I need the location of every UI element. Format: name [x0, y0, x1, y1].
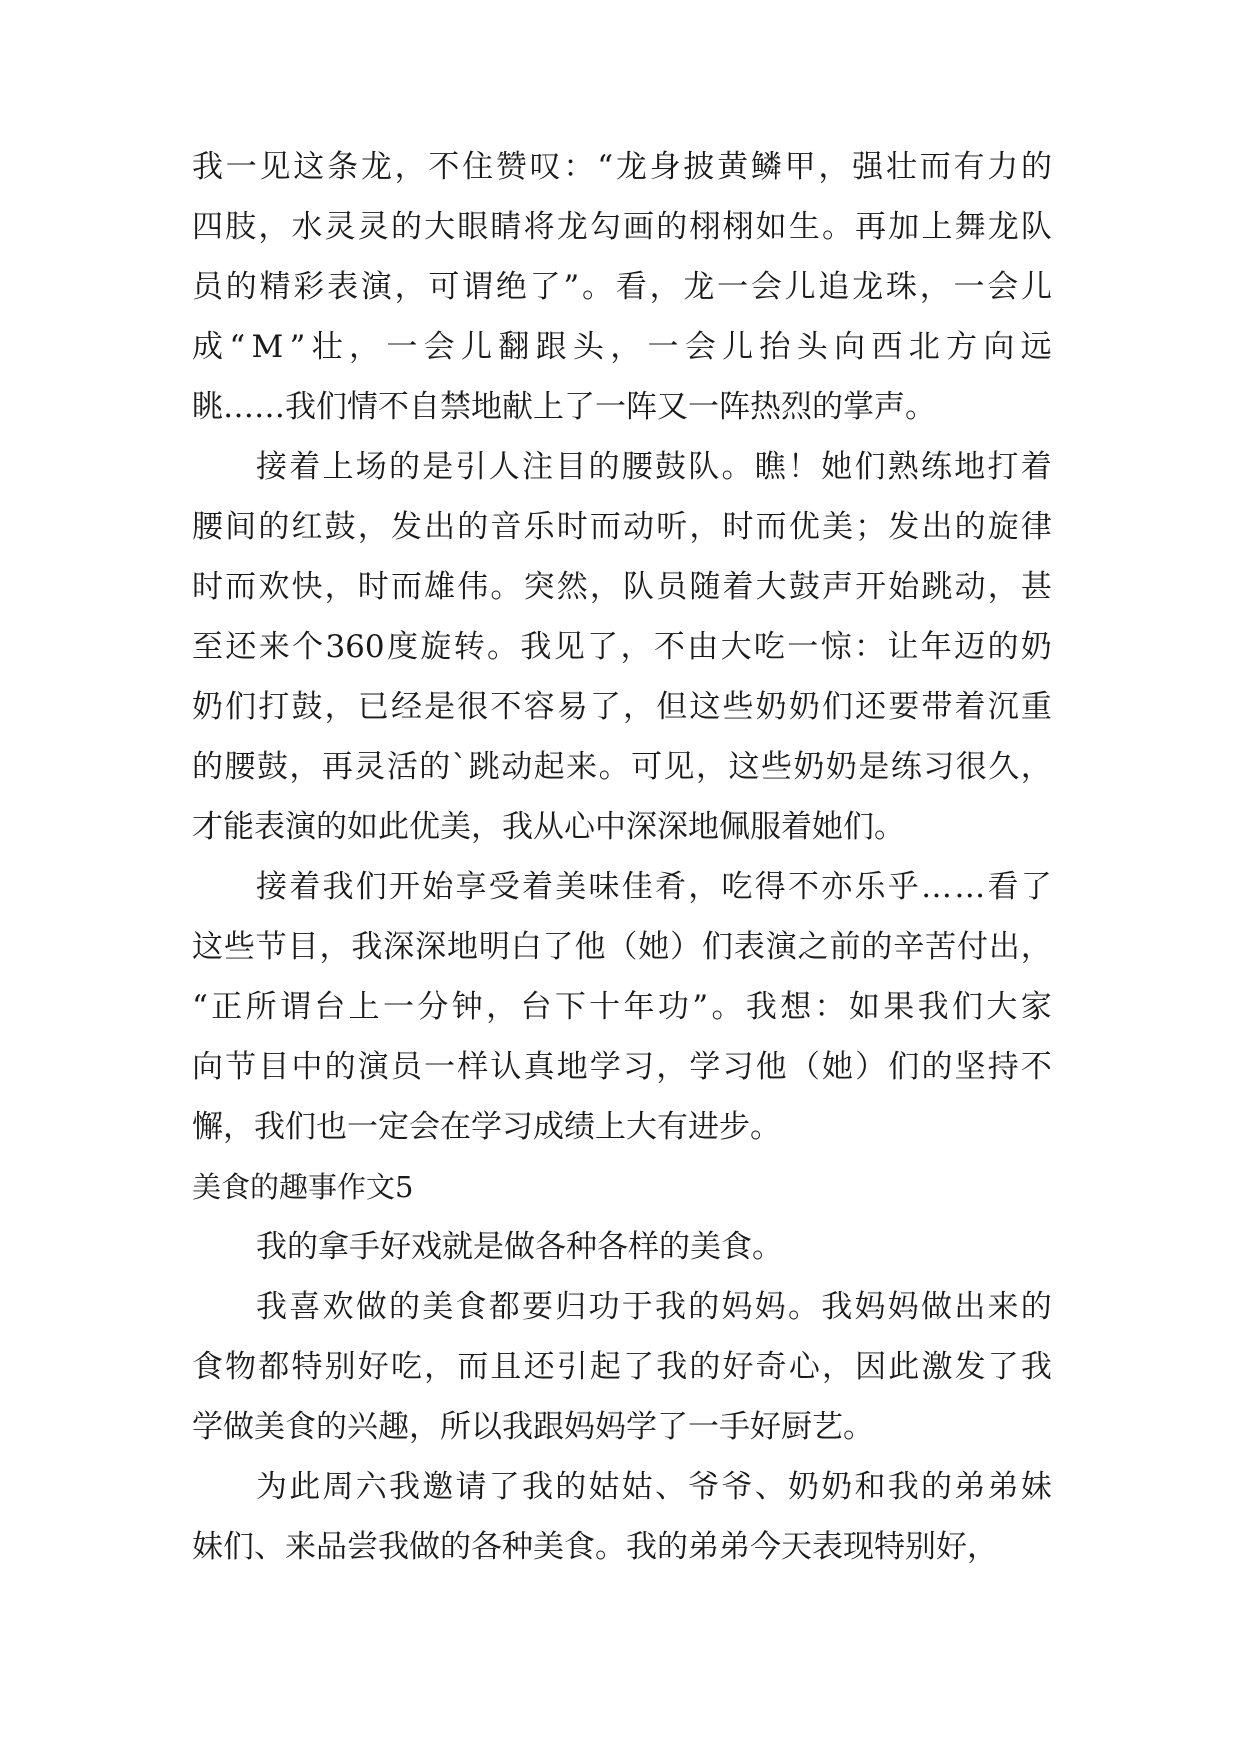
text-line: 学做美食的兴趣，所以我跟妈妈学了一手好厨艺。	[192, 1409, 874, 1445]
text-line: 接 着 上 场 的 是 引 人 注 目 的 腰 鼓 队 。 瞧 ！ 她 们 熟 练 地 打 着	[256, 449, 1052, 485]
text-line: 为 此 周 六 我 邀 请 了 我 的 姑 姑 、 爷 爷 、 奶 奶 和 我 的 弟 弟 妹	[256, 1469, 1052, 1505]
text-line: 食 物 都 特 别 好 吃 ， 而 且 还 引 起 了 我 的 好 奇 心 ， 因 此 激 发 了 我	[192, 1349, 1052, 1385]
text-line: 的 腰 鼓 ， 再 灵 活 的 ` 跳 动 起 来 。 可 见 ， 这 些 奶 奶 是 练 习 很 久 ，	[192, 749, 1052, 785]
text-line: 懈，我们也一定会在学习成绩上大有进步。	[192, 1109, 781, 1145]
paragraph	[192, 437, 1052, 857]
text-line: 四 肢 ， 水 灵 灵 的 大 眼 睛 将 龙 勾 画 的 栩 栩 如 生 。 再 加 上 舞 龙 队	[192, 209, 1052, 245]
paragraph	[192, 1457, 1052, 1577]
paragraph	[192, 857, 1052, 1157]
text-line: 员 的 精 彩 表 演 ， 可 谓 绝 了 ” 。 看 ， 龙 一 会 儿 追 龙 珠 ， 一 会 儿	[192, 269, 1052, 305]
heading-text: 美食的趣事作文5	[192, 1170, 414, 1204]
text-line: 这 些 节 目 ， 我 深 深 地 明 白 了 他 （ 她 ） 们 表 演 之 前 的 辛 苦 付 出 ，	[192, 929, 1052, 965]
text-line: 时 而 欢 快 ， 时 而 雄 伟 。 突 然 ， 队 员 随 着 大 鼓 声 开 始 跳 动 ， 甚	[192, 569, 1052, 605]
text-line: 向 节 目 中 的 演 员 一 样 认 真 地 学 习 ， 学 习 他 （ 她 ） 们 的 坚 持 不	[192, 1049, 1052, 1085]
text-line: 腰 间 的 红 鼓 ， 发 出 的 音 乐 时 而 动 听 ， 时 而 优 美 ； 发 出 的 旋 律	[192, 509, 1052, 545]
text-line: 妹们、来品尝我做的各种美食。我的弟弟今天表现特别好，	[192, 1529, 998, 1565]
text-line: 我 喜 欢 做 的 美 食 都 要 归 功 于 我 的 妈 妈 。 我 妈 妈 做 出 来 的	[256, 1289, 1052, 1325]
paragraph	[192, 1277, 1052, 1457]
text-line: “ 正 所 谓 台 上 一 分 钟 ， 台 下 十 年 功 ” 。 我 想 ： 如 果 我 们 大 家	[192, 989, 1052, 1025]
text-line: 我的拿手好戏就是做各种各样的美食。	[256, 1229, 783, 1265]
text-line: 成 “ M ” 壮 ， 一 会 儿 翻 跟 头 ， 一 会 儿 抬 头 向 西 北 方 向 远	[192, 329, 1052, 365]
document-body	[192, 137, 1052, 1577]
text-line: 接 着 我 们 开 始 享 受 着 美 味 佳 肴 ， 吃 得 不 亦 乐 乎 … … 看 了	[256, 869, 1052, 905]
paragraph	[192, 137, 1052, 437]
text-line: 我 一 见 这 条 龙 ， 不 住 赞 叹 ： “ 龙 身 披 黄 鳞 甲 ， 强 壮 而 有 力 的	[192, 149, 1052, 185]
text-line: 奶 们 打 鼓 ， 已 经 是 很 不 容 易 了 ， 但 这 些 奶 奶 们 还 要 带 着 沉 重	[192, 689, 1052, 725]
paragraph	[192, 1217, 1052, 1277]
text-line: 才能表演的如此优美，我从心中深深地佩服着她们。	[192, 809, 905, 845]
text-line: 眺……我们情不自禁地献上了一阵又一阵热烈的掌声。	[192, 389, 936, 425]
text-line: 至 还 来 个 360 度 旋 转 。 我 见 了 ， 不 由 大 吃 一 惊 ： 让 年 迈 的 奶	[192, 629, 1052, 665]
section-heading	[192, 1157, 1052, 1217]
